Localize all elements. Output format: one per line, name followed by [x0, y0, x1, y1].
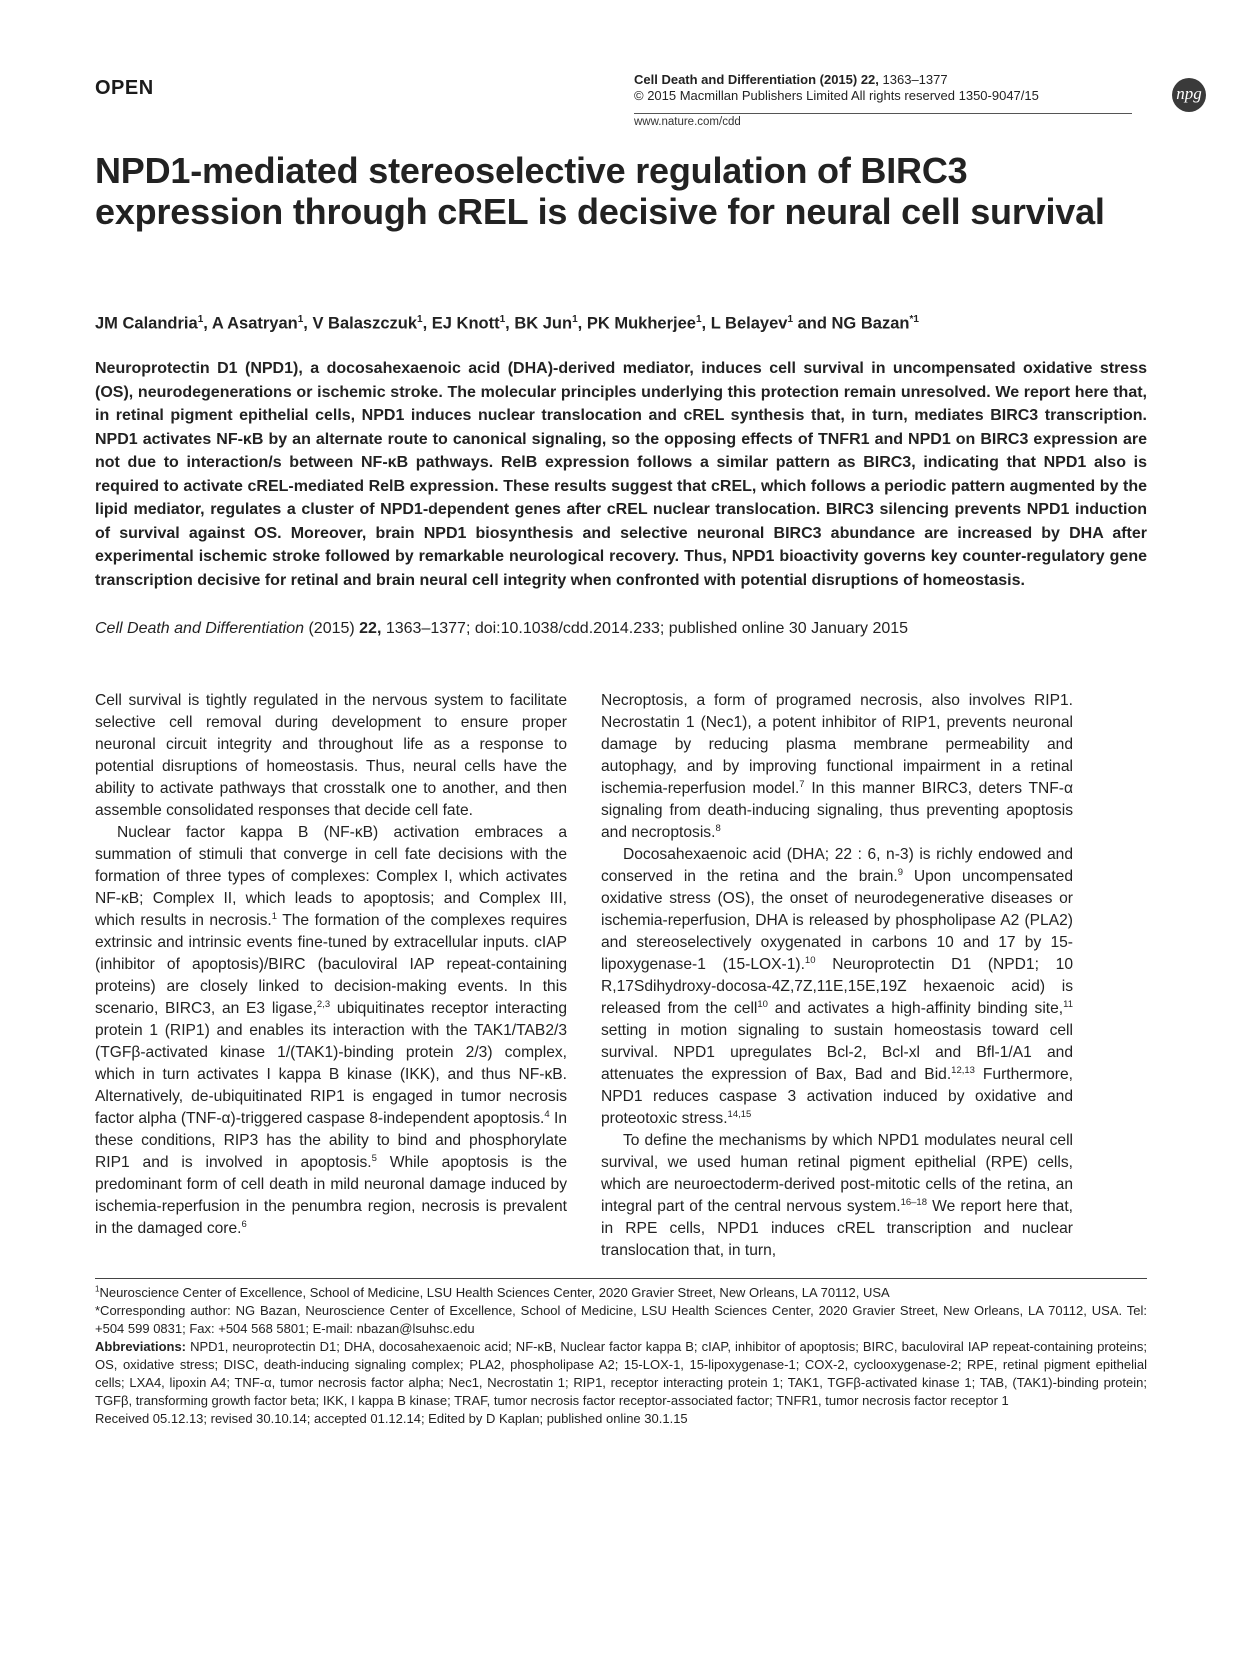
author-separator: ,: [505, 314, 515, 333]
body-text: Docosahexaenoic acid (DHA; 22 : 6, n-3) is richly endowed and conserved in the retina and the brain.: [601, 846, 1073, 885]
journal-info: [634, 72, 1039, 104]
author-separator: and: [793, 314, 832, 333]
author-affiliation-mark: 1: [572, 314, 578, 325]
body-text: The formation of the complexes requires extrinsic and intrinsic events fine-tuned by extracellular inputs. cIAP (inhibitor of apoptosis)/BIRC (baculoviral IAP repeat-containing proteins) are closely linked to decision-making events. In this scenario, BIRC3, an E3 ligase,: [95, 912, 567, 1017]
reference-mark: 12,13: [951, 1064, 975, 1076]
journal-url-link[interactable]: www.nature.com/cdd: [634, 116, 741, 128]
affiliation-mark: 1: [95, 1284, 100, 1294]
reference-mark: 7: [799, 778, 805, 790]
received-dates: Received 05.12.13; revised 30.10.14; accepted 01.12.14; Edited by D Kaplan; published online 30.1.15: [95, 1411, 688, 1426]
author-affiliation-mark: *1: [909, 314, 919, 325]
author-name: EJ Knott: [431, 314, 500, 333]
author-name: V Balaszczuk: [312, 314, 418, 333]
author-name: JM Calandria: [95, 314, 198, 333]
abstract: Neuroprotectin D1 (NPD1), a docosahexaenoic acid (DHA)-derived mediator, induces cell survival in uncompensated oxidative stress (OS), neurodegenerations or ischemic stroke. The molecular principles underlying this protection remain unresolved. We report here that, in retinal pigment epithelial cells, NPD1 induces nuclear translocation and cREL synthesis that, in turn, mediates BIRC3 transcription. NPD1 activates NF-κB by an alternate route to canonical signaling, so the opposing effects of TNFR1 and NPD1 on BIRC3 expression are not due to interaction/s between NF-κB pathways. RelB expression follows a similar pattern as BIRC3, indicating that NPD1 also is required to activate cREL-mediated RelB expression. These results suggest that cREL, which follows a periodic pattern augmented by the lipid mediator, regulates a cluster of NPD1-dependent genes after cREL nuclear translocation. BIRC3 silencing prevents NPD1 induction of survival against OS. Moreover, brain NPD1 biosynthesis and selective neuronal BIRC3 abundance are increased by DHA after experimental ischemic stroke followed by remarkable neurological recovery. Thus, NPD1 bioactivity governs key counter-regulatory gene transcription decisive for retinal and brain neural cell integrity when confronted with potential disruptions of homeostasis.: [95, 360, 1147, 589]
citation-line: [95, 620, 908, 638]
citation-volume: 22,: [359, 620, 382, 637]
author-affiliation-mark: 1: [417, 314, 423, 325]
author-affiliation-mark: 1: [297, 314, 304, 325]
body-text: ubiquitinates receptor interacting protein 1 (RIP1) and enables its interaction with the TAK1/TAB2/3 (TGFβ-activated kinase 1/(TAK1)-binding protein 2/3) complex, which in turn activates I kappa B kinase (IKK), and thus NF-κB. Alternatively, de-ubiquitinated RIP1 is engaged in tumor necrosis factor alpha (TNF-α)-triggered caspase 8-independent apoptosis.: [95, 1000, 567, 1127]
author-separator: ,: [303, 314, 313, 333]
body-text: Cell survival is tightly regulated in the nervous system to facilitate selective cell removal during development to ensure proper neuronal circuit integrity and throughout life as a response to potential disruptions of homeostasis. Thus, neural cells have the ability to activate pathways that crosstalk one to another, and then assemble consolidated responses that decide cell fate.: [95, 692, 567, 819]
author-affiliation-mark: 1: [197, 314, 204, 325]
reference-mark: 1: [271, 910, 278, 922]
body-paragraph: [601, 1130, 1073, 1262]
reference-mark: 10: [757, 998, 768, 1010]
reference-mark: 16–18: [900, 1196, 927, 1208]
body-text: Neuroprotectin D1 (NPD1; 10 R,17Sdihydroxy-docosa-4Z,7Z,11E,15E,19Z hexaenoic acid) is released from the cell: [601, 956, 1073, 1017]
reference-mark: 5: [371, 1152, 377, 1164]
body-column-right: [601, 690, 1073, 1262]
author-name: BK Jun: [514, 314, 573, 333]
affiliation-note: [95, 1284, 1147, 1302]
body-text: Furthermore, NPD1 reduces caspase 3 activation induced by oxidative and proteotoxic stress.: [601, 1066, 1073, 1127]
open-access-label: OPEN: [95, 77, 154, 99]
journal-pages: 1363–1377: [878, 72, 948, 87]
body-text: We report here that, in RPE cells, NPD1 induces cREL transcription and nuclear translocation that, in turn,: [601, 1198, 1073, 1259]
reference-mark: 8: [715, 822, 721, 834]
author-separator: ,: [701, 314, 711, 333]
author-list: [95, 314, 919, 334]
footnotes: [95, 1284, 1147, 1428]
corresponding-author-note: *Corresponding author: NG Bazan, Neuroscience Center of Excellence, School of Medicine, LSU Health Sciences Center, 2020 Gravier Street, New Orleans, LA 70112, USA. Tel: +504 599 0831; Fax: +504 568 5801; E-mail: nbazan@lsuhsc.edu: [95, 1303, 1147, 1336]
author-separator: ,: [577, 314, 587, 333]
article-title: NPD1-mediated stereoselective regulation of BIRC3 expression through cREL is decisive for neural cell survival: [95, 150, 1105, 232]
reference-mark: 9: [897, 866, 903, 878]
copyright-line: © 2015 Macmillan Publishers Limited All rights reserved 1350-9047/15: [634, 88, 1039, 103]
author-affiliation-mark: 1: [787, 314, 793, 325]
body-text: While apoptosis is the predominant form of cell death in mild neuronal damage induced by ischemia-reperfusion in the penumbra region, necrosis is prevalent in the damaged core.: [95, 1154, 567, 1237]
journal-name: Cell Death and Differentiation (2015) 22,: [634, 72, 879, 87]
author-name: NG Bazan: [831, 314, 910, 333]
header-divider: [634, 113, 1132, 114]
body-text: setting in motion signaling to sustain homeostasis toward cell survival. NPD1 upregulates Bcl-2, Bcl-xl and Bfl-1/A1 and attenuates the expression of Bax, Bad and Bid.: [601, 1022, 1073, 1083]
citation-journal: Cell Death and Differentiation: [95, 620, 305, 637]
body-text: and activates a high-affinity binding site,: [767, 1000, 1064, 1017]
affiliation-text: Neuroscience Center of Excellence, School of Medicine, LSU Health Sciences Center, 2020 Gravier Street, New Orleans, LA 70112, USA: [99, 1285, 890, 1300]
body-paragraph: [601, 690, 1073, 844]
author-separator: ,: [422, 314, 432, 333]
body-text: Upon uncompensated oxidative stress (OS), the onset of neurodegenerative diseases or ischemia-reperfusion, DHA is released by phospholipase A2 (PLA2) and stereoselectively oxygenated in carbons 10 and 17 by 15-lipoxygenase-1 (15-LOX-1).: [601, 868, 1073, 973]
author-affiliation-mark: 1: [695, 314, 702, 325]
author-separator: ,: [203, 314, 212, 333]
abbreviations-label: Abbreviations:: [95, 1339, 187, 1354]
author-name: PK Mukherjee: [586, 314, 696, 333]
body-paragraph: [601, 844, 1073, 1130]
body-paragraph: [95, 690, 567, 822]
author-name: A Asatryan: [211, 314, 298, 333]
body-text: In this manner BIRC3, deters TNF-α signaling from death-inducing signaling, thus preventing apoptosis and necroptosis.: [601, 780, 1073, 841]
body-text: Necroptosis, a form of programed necrosis, also involves RIP1. Necrostatin 1 (Nec1), a potent inhibitor of RIP1, prevents neuronal damage by reducing plasma membrane permeability and autophagy, and by improving functional impairment in a retinal ischemia-reperfusion model.: [601, 692, 1073, 797]
body-column-left: [95, 690, 567, 1240]
citation-year: (2015): [304, 620, 360, 637]
author-affiliation-mark: 1: [499, 314, 506, 325]
footnote-divider: [95, 1278, 1147, 1279]
reference-mark: 2,3: [316, 998, 331, 1010]
author-name: L Belayev: [710, 314, 788, 333]
abbreviations-note: [95, 1338, 1147, 1410]
reference-mark: 6: [241, 1218, 247, 1230]
reference-mark: 4: [544, 1108, 550, 1120]
citation-rest: 1363–1377; doi:10.1038/cdd.2014.233; published online 30 January 2015: [381, 620, 909, 637]
reference-mark: 14,15: [727, 1108, 752, 1120]
body-text: Nuclear factor kappa B (NF-κB) activation embraces a summation of stimuli that converge in cell fate decisions with the formation of three types of complexes: Complex I, which activates NF-κB; Complex II, which leads to apoptosis; and Complex III, which results in necrosis.: [95, 824, 567, 929]
abbreviations-text: NPD1, neuroprotectin D1; DHA, docosahexaenoic acid; NF-κB, Nuclear factor kappa B; cIAP, inhibitor of apoptosis; BIRC, baculoviral IAP repeat-containing proteins; OS, oxidative stress; DISC, death-inducing signaling complex; PLA2, phospholipase A2; 15-LOX-1, 15-lipoxygenase-1; COX-2, cyclooxygenase-2; RPE, retinal pigment epithelial cells; LXA4, lipoxin A4; TNF-α, tumor necrosis factor alpha; Nec1, Necrostatin 1; RIP1, receptor interacting protein 1; TAK1, TGFβ-activated kinase 1; TAB, (TAK1)-binding protein; TGFβ, transforming growth factor beta; IKK, I kappa B kinase; TRAF, tumor necrosis factor receptor-associated factor; TNFR1, tumor necrosis factor receptor 1: [95, 1339, 1147, 1408]
body-text: In these conditions, RIP3 has the ability to bind and phosphorylate RIP1 and is involved in apoptosis.: [95, 1110, 567, 1171]
npg-logo-icon: npg: [1172, 78, 1206, 112]
reference-mark: 11: [1063, 998, 1073, 1010]
body-text: To define the mechanisms by which NPD1 modulates neural cell survival, we used human retinal pigment epithelial (RPE) cells, which are neuroectoderm-derived post-mitotic cells of the retina, an integral part of the central nervous system.: [601, 1132, 1073, 1215]
body-paragraph: [95, 822, 567, 1240]
reference-mark: 10: [804, 954, 816, 966]
